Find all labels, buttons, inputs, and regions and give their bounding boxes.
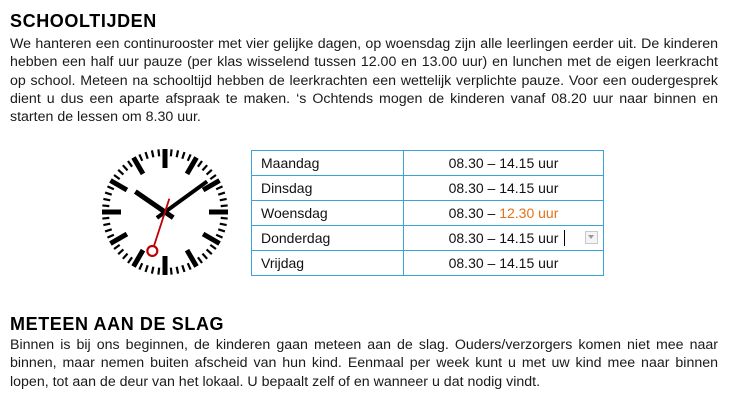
clock-minute-mark	[207, 249, 212, 254]
clock-minute-mark	[158, 149, 159, 156]
station-clock-icon	[100, 147, 230, 277]
schooltijden-paragraph: We hanteren een continurooster met vier gelijke dagen, op woensdag zijn alle leerlingen eerder uit. De kinderen hebben een half uur pauze (per klas wisselend tussen 12.00 en 13.00 uur) en lunchen met de eigen leerkracht op school. Meteen na schooltijd hebben de leerkrachten een wettelijk verplichte pauze. Voor een oudergesprek dient u dus een aparte afspraak te maken. ‘s Ochtends mogen de kinderen vanaf 08.20 uur naar binnen en starten de lessen om 8.30 uur.	[10, 36, 718, 126]
clock-minute-mark	[188, 263, 191, 269]
clock-minute-mark	[103, 199, 110, 200]
clock-second-hand-disc	[147, 246, 157, 256]
time-start: 08.30 –	[448, 205, 500, 221]
day-cell: Dinsdag	[252, 176, 404, 201]
clock-minute-mark	[146, 152, 148, 159]
clock-minute-mark	[198, 161, 202, 167]
clock-minute-mark	[188, 154, 191, 160]
time-end-highlighted: 12.30 uur	[499, 205, 559, 221]
time-cell-editing[interactable]	[404, 226, 604, 251]
time-cell	[404, 201, 604, 226]
clock-minute-mark	[202, 254, 207, 259]
clock-minute-mark	[118, 249, 123, 254]
clock-minute-mark	[210, 175, 216, 179]
clock-minute-mark	[152, 267, 153, 274]
clock-minute-mark	[221, 205, 228, 206]
clock-minute-mark	[103, 224, 110, 225]
time-start: 08.30 –	[448, 230, 500, 246]
clock-minute-mark	[128, 161, 132, 167]
clock-minute-mark	[105, 193, 112, 195]
time-cell	[404, 151, 604, 176]
time-end: 14.15 uur	[499, 180, 559, 196]
table-row	[252, 251, 604, 276]
clock-minute-mark	[128, 257, 132, 263]
clock-minute-mark	[139, 154, 142, 160]
time-end: 14.15 uur	[499, 230, 559, 246]
clock-minute-mark	[216, 235, 222, 238]
clock-minute-mark	[177, 150, 178, 157]
section-title-meteen-aan-de-slag: METEEN AAN DE SLAG	[10, 314, 225, 334]
dropdown-arrow-icon[interactable]	[585, 231, 598, 244]
day-cell: Donderdag	[252, 226, 404, 251]
clock-minute-mark	[107, 235, 113, 238]
clock-minute-mark	[177, 267, 178, 274]
text-cursor	[564, 230, 565, 246]
clock-minute-mark	[105, 229, 112, 231]
clock-minute-mark	[152, 150, 153, 157]
table-row	[252, 201, 604, 226]
time-end: 14.15 uur	[499, 255, 559, 271]
clock-minute-mark	[171, 149, 172, 156]
section-title-schooltijden: SCHOOLTIJDEN	[10, 11, 157, 31]
clock-minute-mark	[182, 265, 184, 272]
table-row	[252, 176, 604, 201]
clock-minute-mark	[182, 152, 184, 159]
clock-minute-mark	[123, 254, 128, 259]
time-end: 14.15 uur	[499, 155, 559, 171]
clock-minute-mark	[220, 224, 227, 225]
clock-minute-mark	[118, 170, 123, 175]
clock-minute-mark	[158, 268, 159, 275]
clock-minute-mark	[146, 265, 148, 272]
time-start: 08.30 –	[448, 255, 500, 271]
table-row	[252, 151, 604, 176]
time-cell	[404, 251, 604, 276]
clock-minute-mark	[114, 175, 120, 179]
clock-minute-mark	[107, 186, 113, 189]
time-cell	[404, 176, 604, 201]
clock-minute-mark	[139, 263, 142, 269]
day-cell: Woensdag	[252, 201, 404, 226]
time-start: 08.30 –	[448, 155, 500, 171]
clock-minute-mark	[210, 245, 216, 249]
clock-minute-mark	[221, 218, 228, 219]
clock-minute-mark	[202, 165, 207, 170]
day-cell: Vrijdag	[252, 251, 404, 276]
clock-minute-mark	[114, 245, 120, 249]
clock-minute-mark	[218, 193, 225, 195]
clock-minute-mark	[171, 268, 172, 275]
clock-minute-mark	[218, 229, 225, 231]
clock-minute-mark	[216, 186, 222, 189]
clock-minute-mark	[198, 257, 202, 263]
clock-minute-mark	[102, 218, 109, 219]
clock-minute-mark	[207, 170, 212, 175]
clock-minute-mark	[220, 199, 227, 200]
clock-minute-mark	[123, 165, 128, 170]
clock-minute-mark	[102, 205, 109, 206]
table-row	[252, 226, 604, 251]
school-times-table	[251, 150, 604, 276]
day-cell: Maandag	[252, 151, 404, 176]
meteen-aan-de-slag-paragraph: Binnen is bij ons beginnen, de kinderen gaan meteen aan de slag. Ouders/verzorgers komen niet mee naar binnen, maar nemen buiten afscheid van hun kind. Eenmaal per week kunt u met uw kind mee naar binnen lopen, tot aan de deur van het lokaal. U bepaalt zelf of en wanneer u dat nodig vindt.	[10, 337, 718, 390]
time-start: 08.30 –	[448, 180, 500, 196]
